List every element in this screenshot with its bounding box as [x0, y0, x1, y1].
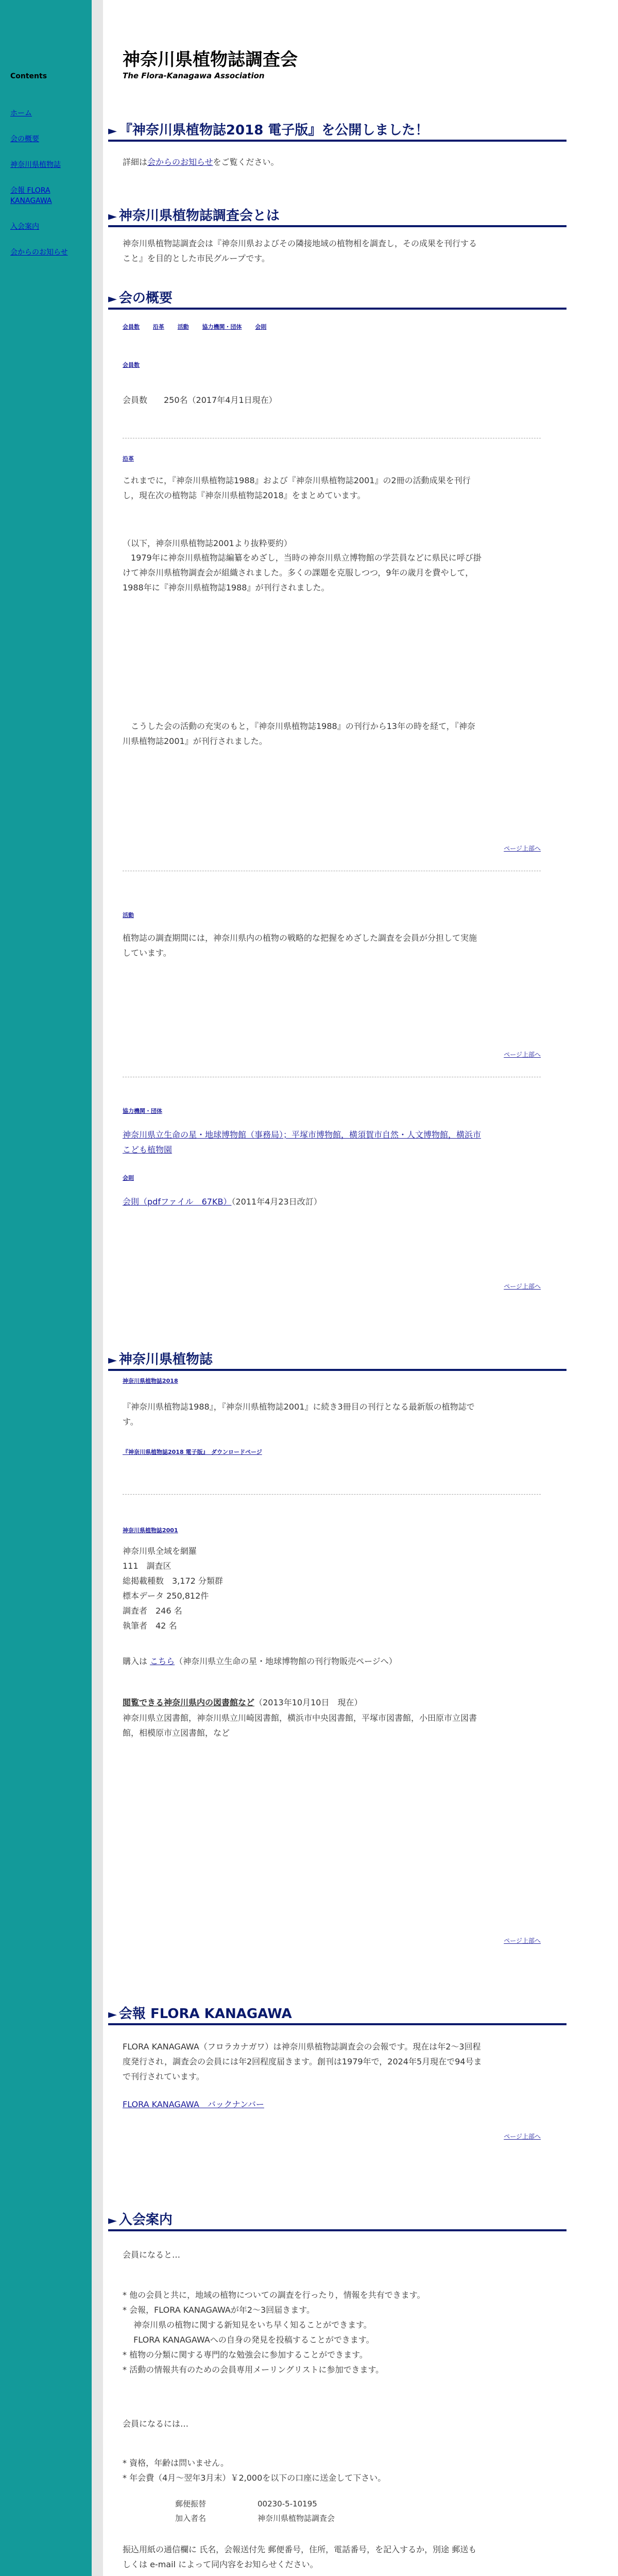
site-subtitle: The Flora-Kanagawa Association: [123, 71, 265, 80]
sidebar-nav: [10, 108, 88, 273]
flora-2018-download-link[interactable]: 『神奈川県植物誌2018 電子版』 ダウンロードページ: [123, 1449, 262, 1455]
announcement-link[interactable]: 会からのお知らせ: [147, 157, 213, 167]
divider: [123, 1494, 541, 1495]
sidebar-item-news[interactable]: 会からのお知らせ: [10, 248, 68, 257]
back-to-top-link[interactable]: ページ上部へ: [504, 1283, 541, 1290]
bulletin-backnumber-link-line: [123, 2097, 483, 2112]
libraries-title: 閲覧できる神奈川県内の図書館など（2013年10月10日 現在）: [123, 1698, 363, 1707]
flora-2018-text: 『神奈川県植物誌1988』，『神奈川県植物誌2001』に続き3冊目の刊行となる最新版の植物誌です。: [123, 1402, 475, 1427]
anchor-activity[interactable]: 活動: [177, 324, 189, 330]
anchor-history[interactable]: 沿革: [152, 324, 164, 330]
arrow-icon: ►: [108, 293, 117, 306]
anchor-members[interactable]: 会員数: [123, 324, 140, 330]
subheading-activity: 活動: [123, 912, 134, 919]
history-body: 1979年に神奈川県植物誌編纂をめざし，当時の神奈川県立博物館の学芸員などに県民に呼び掛けて神奈川県植物調査会が組織されました。多くの課題を克服しつつ，9年の歳月を費やして，1988年に『神奈川県植物誌1988』が刊行されました。: [123, 553, 482, 592]
bulletin-backnumber-link[interactable]: FLORA KANAGAWA バックナンバー: [123, 2099, 264, 2109]
sidebar-item-join[interactable]: 入会案内: [10, 223, 39, 231]
sidebar-contents-label: Contents: [10, 72, 47, 80]
sidebar: [0, 0, 92, 2576]
back-to-top-link[interactable]: ページ上部へ: [504, 2133, 541, 2140]
arrow-icon: ►: [108, 2214, 117, 2227]
sidebar-gutter: [92, 0, 103, 2576]
section-heading-announcement: ► 『神奈川県植物誌2018 電子版』を公開しました！: [108, 120, 566, 142]
about-text: 神奈川県植物誌調査会は『神奈川県およびその隣接地域の植物相を調査し，その成果を刊行すること』を目的とした市民グループです。: [123, 239, 477, 263]
back-to-top-link[interactable]: ページ上部へ: [504, 1051, 541, 1058]
subheading-flora-2001: 神奈川県植物誌2001: [123, 1527, 178, 1534]
flora-2001-facts: 神奈川県全域を網羅 111 調査区 総掲載種数 3,172 分類群 標本データ 250,812件 調査者 246 名 執筆者 42 名: [123, 1546, 223, 1631]
subheading-rules: 会則: [123, 1175, 134, 1181]
sidebar-item-bulletin[interactable]: 会報 FLORA KANAGAWA: [10, 187, 52, 205]
join-benefits: * 他の会員と共に，地域の植物についての調査を行ったり，情報を共有できます。 * 会報，FLORA KANAGAWAが年2〜3回届きます。 神奈川県の植物に関する新知見をいち早く知ることができます。 FLORA KANAGAWAへの自身の発見を投稿することができます。 * 植物の分類に関する専門的な勉強会に参加することができます。 * 活動の情報共有のための会員専用メーリングリストに参加できます。: [123, 2290, 425, 2375]
rules-pdf-link[interactable]: 会則（pdfファイル 67KB）: [123, 1197, 232, 1207]
arrow-icon: ►: [108, 2008, 117, 2021]
members-count: 会員数 250名（2017年4月1日現在）: [123, 395, 277, 405]
anchor-partners[interactable]: 協力機関・団体: [202, 324, 242, 330]
back-to-top-link[interactable]: ページ上部へ: [504, 845, 541, 852]
section-heading-flora: ► 神奈川県植物誌: [108, 1349, 566, 1371]
back-to-top-link[interactable]: ページ上部へ: [504, 1937, 541, 1944]
bulletin-text: FLORA KANAGAWA（フロラカナガワ）は神奈川県植物誌調査会の会報です。現在は年2〜3回程度発行され，調査会の会員には年2回程度届きます。創刊は1979年で，2024年5月現在で94号まで刊行されています。: [123, 2042, 482, 2081]
purchase-link[interactable]: こちら: [150, 1656, 175, 1666]
arrow-icon: ►: [108, 210, 117, 223]
history-intro: これまでに，『神奈川県植物誌1988』および『神奈川県植物誌2001』の2冊の活動成果を刊行し，現在次の植物誌『神奈川県植物誌2018』をまとめています。: [123, 476, 471, 500]
subheading-flora-2018: 神奈川県植物誌2018: [123, 1378, 178, 1384]
sidebar-item-home[interactable]: ホーム: [10, 109, 32, 117]
postal-account: 郵便振替 00230-5-10195 加入者名 神奈川県植物誌調査会: [175, 2499, 335, 2523]
section-heading-about: ► 神奈川県植物誌調査会とは: [108, 205, 566, 227]
site-title: 神奈川県植物誌調査会: [123, 49, 298, 70]
anchor-rules[interactable]: 会則: [255, 324, 267, 330]
overview-anchor-links: [123, 323, 278, 331]
join-lead: 会員になると…: [123, 2250, 181, 2260]
section-heading-join: ► 入会案内: [108, 2209, 566, 2231]
join-note-1: 振込用紙の通信欄に 氏名，会報送付先 郵便番号，住所，電話番号，を記入するか，別途 郵送もしくは e-mail によって同内容をお知らせください。: [123, 2545, 477, 2569]
arrow-icon: ►: [108, 125, 117, 138]
libraries-list: 神奈川県立図書館，神奈川県立川崎図書館，横浜市中央図書館，平塚市図書館，小田原市立図書館，相模原市立図書館，など: [123, 1713, 477, 1738]
history-excerpt-note: （以下，神奈川県植物誌2001より抜粋要約）: [123, 538, 292, 548]
join-fees: * 資格，年齢は問いません。 * 年会費（4月〜翌年3月末）￥2,000を以下の口座に送金して下さい。: [123, 2458, 386, 2483]
purchase-line: 購入は こちら（神奈川県立生命の星・地球博物館の刊行物販売ページへ）: [123, 1656, 397, 1666]
sidebar-item-overview[interactable]: 会の概要: [10, 135, 39, 143]
rules-line: 会則（pdfファイル 67KB）（2011年4月23日改訂）: [123, 1197, 322, 1207]
arrow-icon: ►: [108, 1354, 117, 1367]
section-heading-bulletin: ► 会報 FLORA KANAGAWA: [108, 2003, 566, 2025]
announcement-text: 詳細は会からのお知らせをご覧ください。: [123, 157, 279, 167]
section-heading-overview: ► 会の概要: [108, 287, 566, 310]
subheading-partners: 協力機関・団体: [123, 1108, 162, 1114]
join-lead-2: 会員になるには…: [123, 2419, 189, 2429]
partners-list[interactable]: 神奈川県立生命の星・地球博物館（事務局）；平塚市博物館，横須賀市自然・人文博物館，横浜市こども植物園: [123, 1130, 482, 1155]
subheading-members: 会員数: [123, 362, 140, 368]
subheading-history: 沿革: [123, 455, 134, 462]
history-body-2: こうした会の活動の充実のもと，『神奈川県植物誌1988』の刊行から13年の時を経て，『神奈川県植物誌2001』が刊行されました。: [123, 721, 475, 746]
activity-text: 植物誌の調査期間には，神奈川県内の植物の戦略的な把握をめざした調査を会員が分担して実施しています。: [123, 933, 477, 958]
sidebar-item-flora[interactable]: 神奈川県植物誌: [10, 161, 61, 169]
main-content: [103, 0, 618, 2576]
